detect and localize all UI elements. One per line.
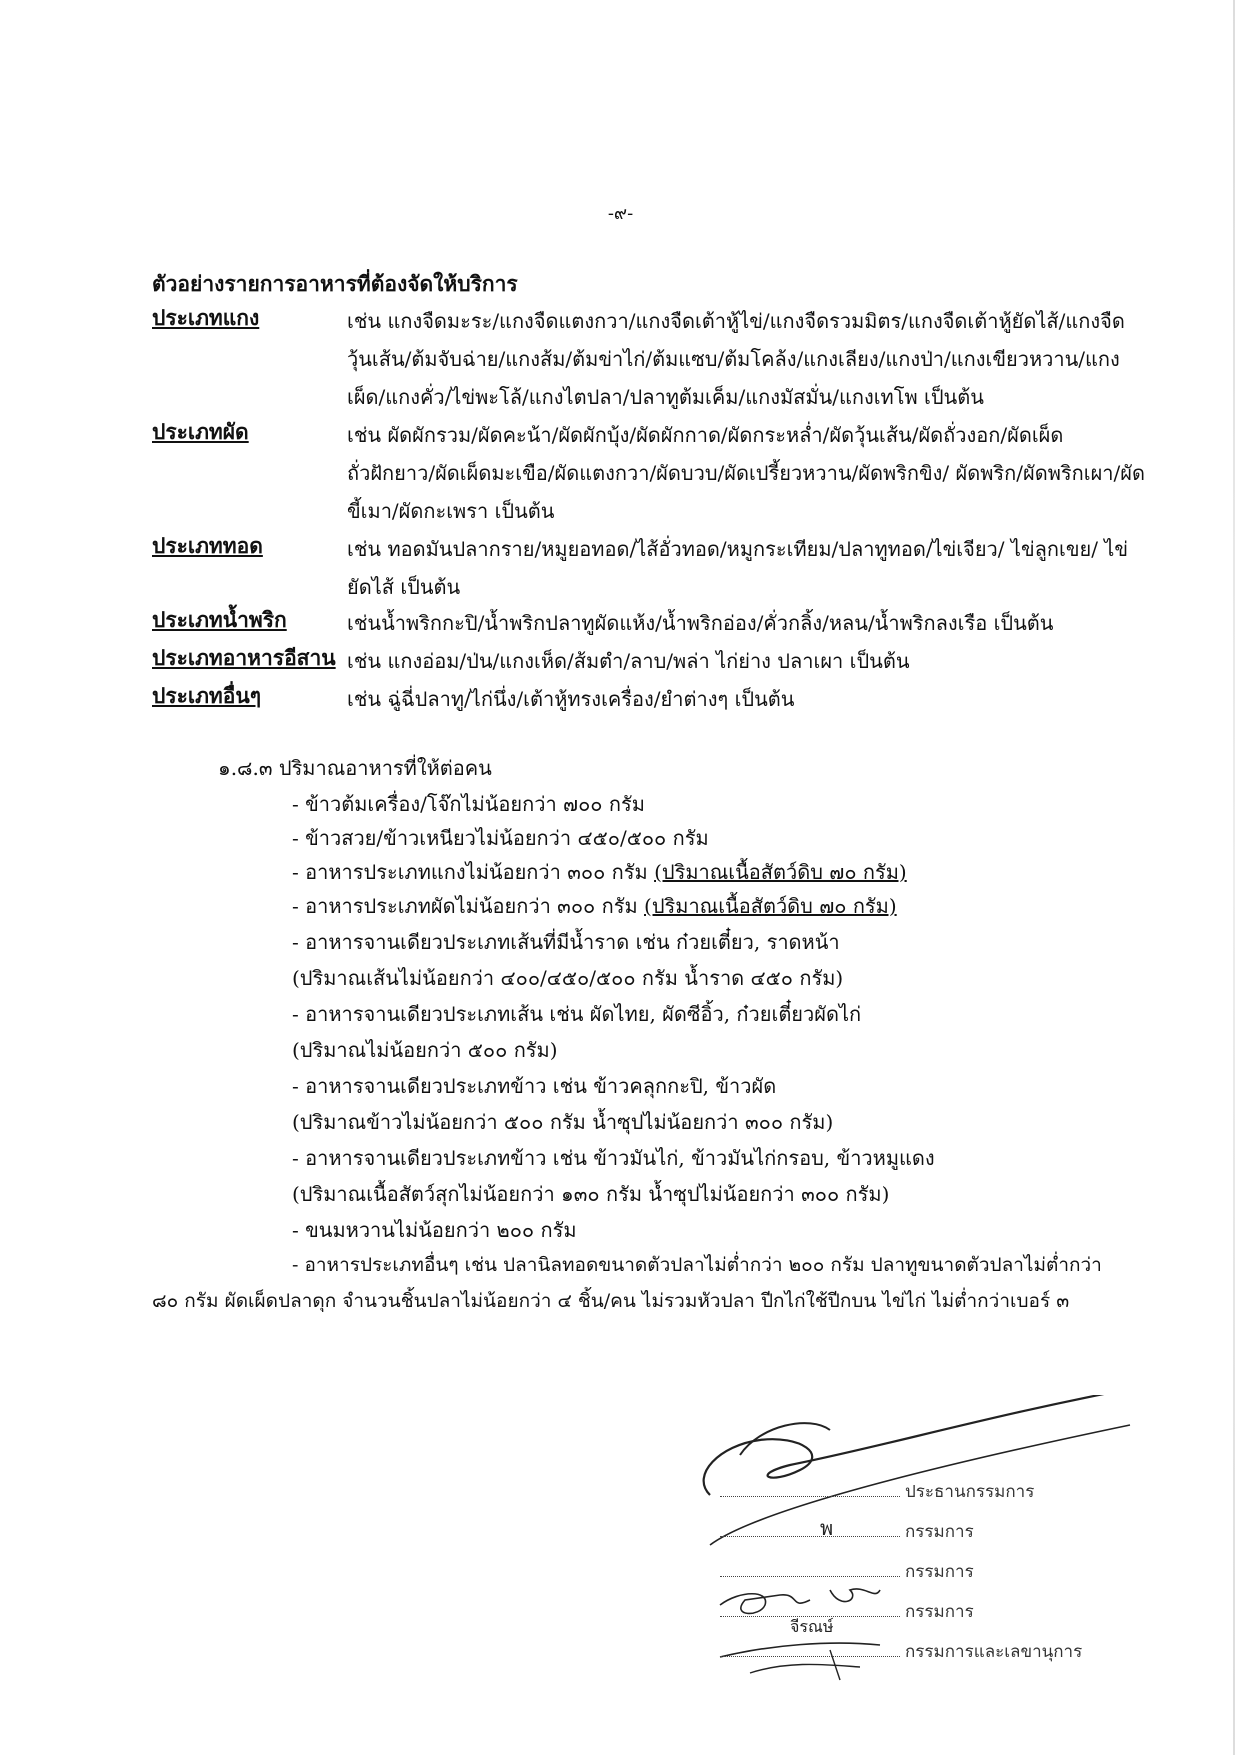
page-number: -๙- [607,203,634,224]
scan-edge [1233,0,1235,1755]
signature-role: กรรมการ [905,1562,974,1582]
category-label: ประเภททอด [152,533,263,558]
signature-role: กรรมการ [905,1522,974,1542]
category-label: ประเภทผัด [152,419,249,444]
category-chili-paste [152,604,1152,642]
category-text: เช่นน้ำพริกกะปิ/น้ำพริกปลาทูผัดแห้ง/น้ำพริกอ่อง/คั่วกลิ้ง/หลน/น้ำพริกลงเรือ เป็นต้น [347,611,1054,635]
signature-mark: พ [820,1516,834,1540]
signature-role: ประธานกรรมการ [905,1482,1035,1502]
portion-line: - อาหารจานเดียวประเภทข้าว เช่น ข้าวคลุกกะปิ, ข้าวผัด [292,1074,777,1098]
category-curry [152,302,1152,416]
portion-line [292,856,907,888]
signature-role: กรรมการ [905,1602,974,1622]
category-stirfry [152,416,1152,530]
portion-text: - อาหารประเภทผัดไม่น้อยกว่า ๓๐๐ กรัม [292,894,645,918]
category-label: ประเภทน้ำพริก [152,607,287,632]
portion-note: (ปริมาณเนื้อสัตว์ดิบ ๗๐ กรัม) [654,860,907,884]
signature-roles [690,1395,1160,1755]
category-label: ประเภทอื่นๆ [152,683,261,708]
portion-line: (ปริมาณเส้นไม่น้อยกว่า ๔๐๐/๔๕๐/๕๐๐ กรัม น้ำราด ๔๕๐ กรัม) [292,966,844,990]
section-title: ๑.๘.๓ ปริมาณอาหารที่ให้ต่อคน [218,756,492,780]
portion-line: (ปริมาณไม่น้อยกว่า ๕๐๐ กรัม) [292,1038,558,1062]
signature-line [720,1655,900,1657]
portion-line: - อาหารจานเดียวประเภทข้าว เช่น ข้าวมันไก่, ข้าวมันไก่กรอบ, ข้าวหมูแดง [292,1146,935,1170]
category-text: เช่น แกงอ่อม/ป่น/แกงเห็ด/ส้มตำ/ลาบ/พล่า ไก่ย่าง ปลาเผา เป็นต้น [347,649,910,673]
page-heading: ตัวอย่างรายการอาหารที่ต้องจัดให้บริการ [152,271,518,296]
portion-line: ๘๐ กรัม ผัดเผ็ดปลาดุก จำนวนชิ้นปลาไม่น้อยกว่า ๔ ชิ้น/คน ไม่รวมหัวปลา ปีกไก่ใช้ปีกบน ไข่ไก่ ไม่ต่ำกว่าเบอร์ ๓ [152,1290,1070,1312]
portion-line: - ข้าวต้มเครื่อง/โจ๊กไม่น้อยกว่า ๗๐๐ กรัม [292,792,645,816]
category-text: เช่น ทอดมันปลากราย/หมูยอทอด/ไส้อั่วทอด/หมูกระเทียม/ปลาทูทอด/ไข่เจียว/ ไข่ลูกเขย/ ไข่ยัดไส้ เป็นต้น [347,537,1129,599]
signature-mark: จีรณษ์ [790,1617,834,1636]
signature-line [720,1495,900,1497]
category-text: เช่น แกงจืดมะระ/แกงจืดแตงกวา/แกงจืดเต้าหู้ไข่/แกงจืดรวมมิตร/แกงจืดเต้าหู้ยัดไส้/แกงจืดวุ้นเส้น/ต้มจับฉ่าย/แกงส้ม/ต้มข่าไก่/ต้มแซบ/ต้มโคล้ง/แกงเลียง/แกงป่า/แกงเขียวหวาน/แกงเผ็ด/แกงคั่ว/ไข่พะโล้/แกงไตปลา/ปลาทูต้มเค็ม/แกงมัสมั่น/แกงเทโพ เป็นต้น [347,309,1125,409]
signature-line [720,1615,900,1617]
signature-line [720,1575,900,1577]
category-other [152,680,1152,718]
portion-line [292,890,897,922]
portion-line: - อาหารจานเดียวประเภทเส้น เช่น ผัดไทย, ผัดซีอิ้ว, ก๋วยเตี๋ยวผัดไก่ [292,1002,862,1026]
portion-text: - อาหารประเภทแกงไม่น้อยกว่า ๓๐๐ กรัม [292,860,655,884]
category-text: เช่น ผัดผักรวม/ผัดคะน้า/ผัดผักบุ้ง/ผัดผักกาด/ผัดกระหล่ำ/ผัดวุ้นเส้น/ผัดถั่วงอก/ผัดเผ็ดถั่วฝักยาว/ผัดเผ็ดมะเขือ/ผัดแตงกวา/ผัดบวบ/ผัดเปรี้ยวหวาน/ผัดพริกขิง/ ผัดพริก/ผัดพริกเผา/ผัดขี้เมา/ผัดกะเพรา เป็นต้น [347,423,1145,523]
category-isan [152,642,1152,680]
category-text: เช่น ฉู่ฉี่ปลาทู/ไก่นึ่ง/เต้าหู้ทรงเครื่อง/ยำต่างๆ เป็นต้น [347,687,795,711]
portion-line: - อาหารประเภทอื่นๆ เช่น ปลานิลทอดขนาดตัวปลาไม่ต่ำกว่า ๒๐๐ กรัม ปลาทูขนาดตัวปลาไม่ต่ำกว่า [292,1254,1102,1276]
category-label: ประเภทอาหารอีสาน [152,645,336,670]
portion-line: (ปริมาณเนื้อสัตว์สุกไม่น้อยกว่า ๑๓๐ กรัม น้ำซุปไม่น้อยกว่า ๓๐๐ กรัม) [292,1182,890,1206]
category-label: ประเภทแกง [152,305,260,330]
portion-line: (ปริมาณข้าวไม่น้อยกว่า ๕๐๐ กรัม น้ำซุปไม่น้อยกว่า ๓๐๐ กรัม) [292,1110,834,1134]
signature-role: กรรมการและเลขานุการ [905,1642,1083,1662]
signature-line [720,1535,900,1537]
portion-line: - ข้าวสวย/ข้าวเหนียวไม่น้อยกว่า ๔๕๐/๕๐๐ กรัม [292,826,709,850]
category-fried [152,530,1152,606]
portion-line: - ขนมหวานไม่น้อยกว่า ๒๐๐ กรัม [292,1218,577,1242]
portion-note: (ปริมาณเนื้อสัตว์ดิบ ๗๐ กรัม) [644,894,897,918]
portion-line: - อาหารจานเดียวประเภทเส้นที่มีน้ำราด เช่น ก๋วยเตี๋ยว, ราดหน้า [292,930,840,954]
